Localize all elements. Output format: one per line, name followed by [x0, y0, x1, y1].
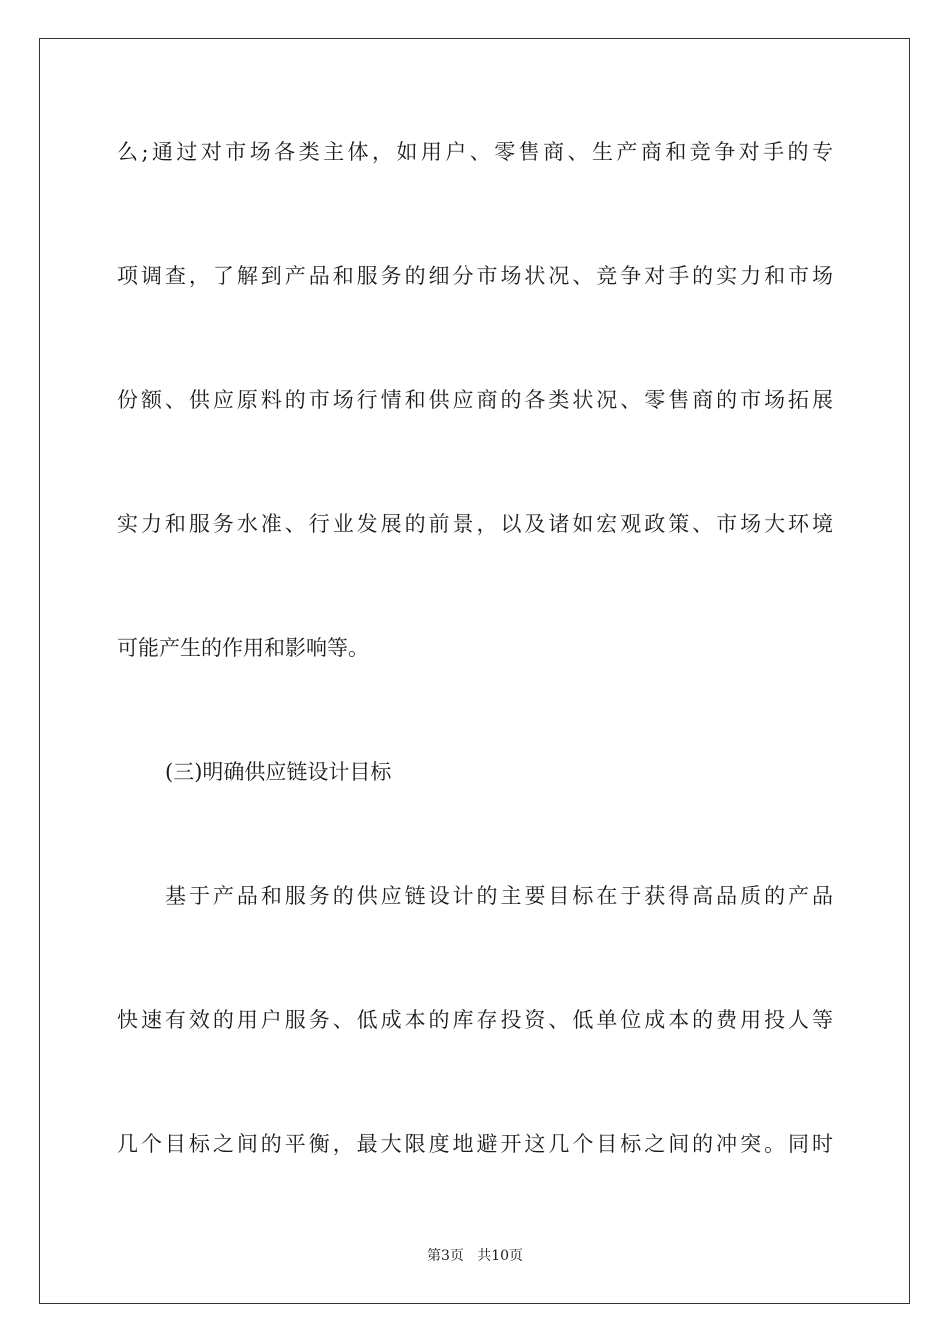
body-text-line: 份额、供应原料的市场行情和供应商的各类状况、零售商的市场拓展 [117, 388, 833, 412]
body-text-line: 可能产生的作用和影响等。 [117, 636, 369, 660]
section-heading: (三)明确供应链设计目标 [165, 760, 392, 784]
body-text-line: 实力和服务水准、行业发展的前景，以及诸如宏观政策、市场大环境 [117, 512, 833, 536]
body-text-line: 项调查，了解到产品和服务的细分市场状况、竞争对手的实力和市场 [117, 264, 833, 288]
body-text-line: 么;通过对市场各类主体，如用户、零售商、生产商和竞争对手的专 [117, 140, 833, 164]
page-number-footer: 第3页 共10页 [426, 1248, 524, 1264]
page-border [39, 38, 910, 1304]
body-text-line: 几个目标之间的平衡，最大限度地避开这几个目标之间的冲突。同时 [117, 1132, 833, 1156]
body-text-line: 基于产品和服务的供应链设计的主要目标在于获得高品质的产品 [165, 884, 833, 908]
body-text-line: 快速有效的用户服务、低成本的库存投资、低单位成本的费用投人等 [117, 1008, 833, 1032]
